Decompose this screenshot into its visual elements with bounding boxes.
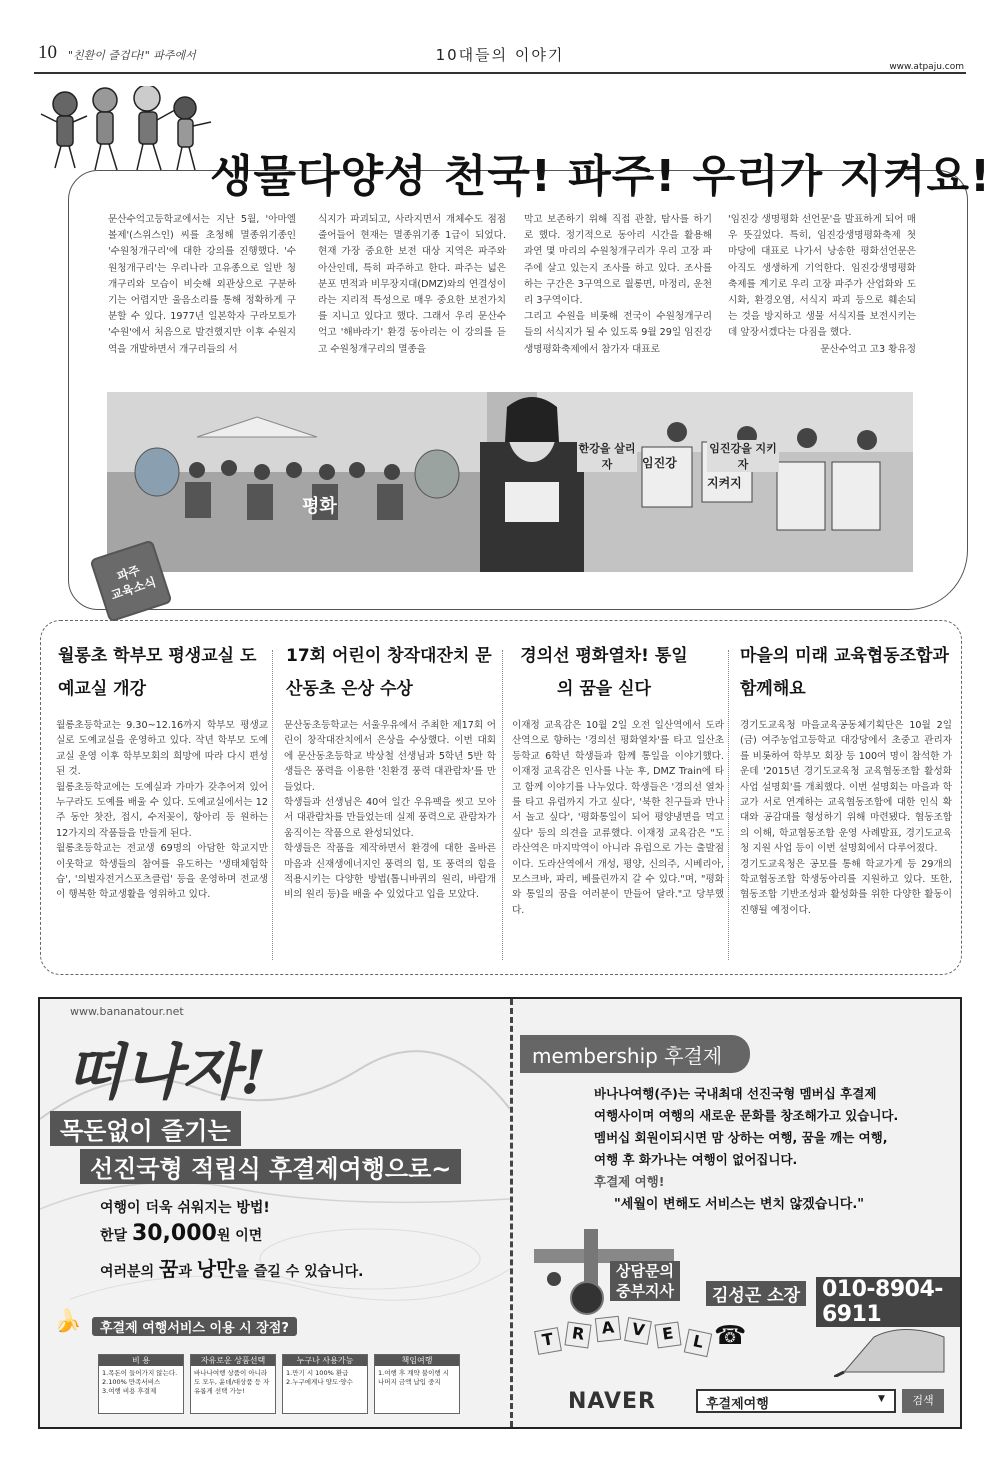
feature-column-3: 막고 보존하기 위해 직접 관찰, 탐사를 하기로 했다. 정기적으로 동아리 시간을 활용해 과연 몇 마리의 수원청개구리가 우리 고장 파주에 살고 있는지 조사를 하고 있다. 조사를 하는 구간은 3구역으로 월롱면, 마정리, 운천리 3구역이다. 그리고 수원을 비롯해 전국이 수원청개구리들의 서식지가 될 수 있도록 9월 29일 임진강 생명평화축제에서 참가자 대표로: [524, 214, 712, 355]
search-bar: [568, 1387, 948, 1417]
search-button[interactable]: 검색: [902, 1389, 944, 1413]
ad-slogan: 떠나자!: [66, 1038, 267, 1108]
contact-label-1: 상담문의: [616, 1262, 674, 1280]
banana-icon: 🍌: [54, 1309, 82, 1334]
section-title: 10대들의 이야기: [435, 46, 565, 64]
photo-sign-4: 한강을 살리자: [578, 442, 636, 471]
chevron-down-icon: ▼: [878, 1394, 885, 1404]
ad-line-5a: 여러분의: [100, 1264, 159, 1280]
ad-line-4c: 원 이면: [216, 1228, 263, 1244]
ad-line-5e: 을 즐길 수 있습니다.: [235, 1264, 364, 1280]
ad-benefit-title: 후결제 여행서비스 이용 시 장점?: [92, 1317, 297, 1336]
contact-label: [610, 1261, 680, 1301]
ad-feature-responsible: [374, 1354, 460, 1414]
contact-label-2: 중부지사: [616, 1282, 674, 1300]
ad-desc-line: 바나나여행(주)는 국내최대 선진국형 멤버십 후결제: [594, 1086, 877, 1101]
kids-illustration: [35, 86, 215, 186]
feature-column-4: [728, 212, 916, 358]
travel-tile: V: [624, 1317, 652, 1345]
ad-divider: [510, 999, 513, 1427]
photo-sign-5: 임진강을 지키자: [707, 440, 779, 472]
education-news-badge: 파주 교육소식: [89, 539, 172, 622]
feature-photo-scene: [107, 392, 913, 572]
photo-sign-2: 임진강: [642, 456, 677, 470]
ad-description: [594, 1083, 898, 1193]
ad-line-2: 선진국형 적립식 후결제여행으로~: [80, 1149, 461, 1184]
ad-feature-title: 비 용: [99, 1355, 183, 1366]
ad-desc-line: 여행사이며 여행의 새로운 문화를 창조해가고 있습니다.: [594, 1108, 899, 1123]
ad-url[interactable]: www.bananatour.net: [70, 1005, 184, 1018]
column-divider: [728, 650, 729, 960]
phone-icon: ☎: [714, 1321, 747, 1351]
news-4-body: 경기도교육청 마을교육공동체기획단은 10월 2일(금) 여주농업고등학교 대강당에서 초중고 관리자를 비롯하여 학부모 회장 등 100여 명이 참석한 가운데 '2015년 경기도교육청 교육협동조합 활성화 사업 설명회'를 개최했다. 이번 설명회는 마을과 학교가 서로 연계하는 교육협동조합에 대한 인식 확대와 공감대를 형성하기 위해 마련됐다. 협동조합의 이해, 학교협동조합 운영 사례발표, 경기도교육청 지원 사업 등이 이번 설명회에서 다루어졌다. 경기도교육청은 공모를 통해 학교가게 등 29개의 학교협동조합 학생동아리를 지원하고 있다. 또한, 협동조합 기반조성과 활성화를 위한 다양한 활동이 진행될 예정이다.: [740, 720, 952, 916]
travel-tile: L: [684, 1329, 712, 1357]
ad-romance: 낭만: [196, 1257, 236, 1281]
travel-tile: A: [595, 1316, 621, 1342]
ad-line-5: [100, 1253, 364, 1282]
seal-icon: [570, 1281, 604, 1315]
paper-motto: "친환이 즐겁다!" 파주에서: [68, 49, 196, 62]
ad-feature-text: 1.여행 후 계약 불이행 시 나머지 금액 납입 중지: [378, 1369, 449, 1386]
naver-logo: NAVER: [568, 1389, 656, 1414]
page-header: [0, 0, 1000, 74]
ad-line-4a: 한달: [100, 1228, 132, 1244]
travel-tile: T: [534, 1327, 562, 1355]
ad-desc-line: 멤버십 회원이되시면 맘 상하는 여행, 꿈을 깨는 여행,: [594, 1130, 888, 1145]
news-2-body: 문산동초등학교는 서울우유에서 주최한 제17회 어린이 창작대잔치에서 은상을 수상했다. 이번 대회에 문산동초등학교 박상철 선생님과 5학년 5반 학생들은 풍력을 이용한 '친환경 풍력 대관람차'를 만들었다. 학생들과 선생님은 40여 일간 우유팩을 씻고 모아서 대관람차를 만들었는데 실제 풍력으로 관람차가 움직이는 작품으로 완성되었다. 학생들은 작품을 제작하면서 환경에 대한 올바른 마음과 신재생에너지인 풍력의 힘, 또 풍력의 힘을 적용시키는 다양한 방법(톱니바퀴의 원리, 바람개비의 원리 등)을 배울 수 있었다고 입을 모았다.: [284, 720, 496, 901]
contact-name: 김성곤 소장: [706, 1281, 806, 1306]
feature-column-1: 문산수억고등학교에서는 지난 5월, '아마엘 볼제'(스위스인) 씨를 초청해 멸종위기종인 '수원청개구리'에 대한 강의를 진행했다. '수원청개구리'는 우리나라 고유종으로 일반 청개구리와 모습이 비슷해 외관상으로 구분하기는 어렵지만 울음소리를 통해 정확하게 구분할 수 있다. 1977년 일본학자 구라모토가 '수원'에서 처음으로 발견했지만 이후 수원지역을 개발하면서 개구리들의 서: [108, 214, 296, 355]
ad-feature-title: 누구나 사용가능: [283, 1355, 367, 1366]
news-3-headline: 경의선 평화열차! 통일의 꿈을 싣다: [520, 646, 688, 699]
travel-advertisement: [38, 997, 962, 1429]
ad-line-5c: 과: [178, 1264, 197, 1280]
ad-line-3: 여행이 더욱 쉬워지는 방법!: [100, 1200, 270, 1216]
writing-hand-icon: [834, 1317, 954, 1377]
ad-feature-text: 바나나여행 상품이 아니라도 모두, 윤데/대상품 등 자유롭게 선택 가능!: [194, 1369, 270, 1395]
column-divider: [272, 650, 273, 960]
ad-desc-line: 여행 후 화가나는 여행이 없어집니다.: [594, 1152, 798, 1167]
ad-feature-choice: [190, 1354, 276, 1414]
contact-phone[interactable]: 010-8904-6911: [816, 1277, 960, 1327]
travel-tile: E: [654, 1321, 681, 1348]
feature-column-2: 식지가 파괴되고, 사라지면서 개체수도 점점 줄어들어 현재는 멸종위기종 1급이 되었다. 현재 가장 중요한 보전 대상 지역은 파주와 아산인데, 특히 파주하고 한다. 파주는 넓은 분포 면적과 비무장지대(DMZ)와의 연결성이라는 지리적 특성으로 매우 중요한 보전가치를 지니고 있다고 했다. 그래서 우리 문산수억고 '해바라기' 환경 동아리는 이 강의를 듣고 수원청개구리의 멸종을: [318, 214, 506, 355]
header-rule: [34, 72, 966, 74]
page-number: 10: [38, 42, 57, 63]
ad-feature-title: 자유로운 상품선택: [191, 1355, 275, 1366]
ad-feature-text: 1.목돈이 들어가지 않는다. 2.100% 만족서비스 3.여행 비용 후결제: [102, 1369, 178, 1395]
ad-line-4: [100, 1221, 262, 1246]
membership-banner: membership 후결제: [520, 1035, 750, 1073]
news-2-headline: 17회 어린이 창작대잔치 문산동초 은상 수상: [286, 646, 492, 699]
ad-line-1: 목돈없이 즐기는: [50, 1111, 241, 1146]
ad-feature-text: 1.만기 시 100% 환급 2.누구에게나 양도·양수: [286, 1369, 353, 1386]
feature-byline: 문산수억고 고3 황유정: [820, 343, 916, 355]
news-3-body: 이재정 교육감은 10월 2일 오전 일산역에서 도라산역으로 향하는 '경의선 평화열차'를 타고 일산초등학교 6학년 학생들과 함께 통일을 이야기했다. 이재정 교육감은 인사를 나눈 후, DMZ Train에 타고 함께 이야기를 나누었다. 학생들은 '경의선 열차를 타고 유럽까지 가고 싶다', '북한 친구들과 만나서 놀고 싶다', '평화통일이 되어 평양냉면을 먹고 싶다' 등의 의견을 교류했다. 이재정 교육감은 "도라산역은 마지막역이 아니라 유럽으로 가는 출발점이다. 도라산역에서 개성, 평양, 신의주, 시베리아, 모스크바, 파리, 베를린까지 갈 수 있다."며, "평화와 통일의 꿈을 여러분이 만들어 달라."고 당부했다.: [512, 720, 724, 916]
photo-sign-3: 지켜지: [707, 476, 742, 490]
feature-headline: 생물다양성 천국! 파주! 우리가 지켜요!: [210, 151, 992, 202]
ad-left-panel: [40, 999, 510, 1427]
ad-quote: "세월이 변해도 서비스는 변치 않겠습니다.": [614, 1197, 865, 1212]
news-4-headline: 마을의 미래 교육협동조합과 함께해요: [740, 646, 949, 699]
ad-right-panel: [514, 999, 960, 1427]
site-url[interactable]: www.atpaju.com: [889, 62, 964, 72]
ad-feature-cost: [98, 1354, 184, 1414]
photo-sign-1: 평화: [302, 496, 337, 517]
feature-photo: [107, 392, 913, 572]
ad-price: 30,000: [131, 1221, 217, 1246]
ad-dream: 꿈: [158, 1257, 179, 1281]
travel-tile: R: [564, 1321, 591, 1348]
ad-desc-line: 후결제 여행!: [594, 1174, 665, 1189]
column-divider: [502, 650, 503, 960]
travel-tiles: [536, 1317, 736, 1363]
feature-column-4-text: '임진강 생명평화 선언문'을 발표하게 되어 매우 뜻깊었다. 특히, 임진강생명평화축제 첫 마당에 대표로 나가서 낭송한 평화선언문은 아직도 생생하게 기억한다. 임진강생명평화축제를 계기로 우리 고장 파주가 산업화와 도시화, 환경오염, 서식지 파괴 등으로 훼손되는 것을 방지하고 생물 서식지를 보전시키는데 앞장서겠다는 다짐을 했다.: [728, 214, 916, 339]
news-1-headline: 월롱초 학부모 평생교실 도예교실 개강: [58, 646, 257, 699]
ad-feature-title: 책임여행: [375, 1355, 459, 1366]
ad-feature-anyone: [282, 1354, 368, 1414]
news-1-body: 월롱초등학교는 9.30~12.16까지 학부모 평생교실로 도예교실을 운영하고 있다. 작년 학부모 도예교실 운영 이후 학부모회의 희망에 따라 다시 편성된 것. 월롱초등학교에는 도예실과 가마가 갖추어져 있어 누구라도 도예를 배울 수 있다. 도예교실에서는 12주 동안 찻잔, 접시, 수저꽂이, 항아리 등 원하는 12가지의 작품들을 만들게 된다. 월롱초등학교는 전교생 69명의 아담한 학교지만 이웃학교 학생들의 참여를 유도하는 '생태체험학습', '의벌자전거스포츠클럽' 등을 운영하며 전교생이 행복한 학교생활을 영위하고 있다.: [56, 720, 268, 901]
search-input[interactable]: 후결제여행: [696, 1389, 896, 1413]
